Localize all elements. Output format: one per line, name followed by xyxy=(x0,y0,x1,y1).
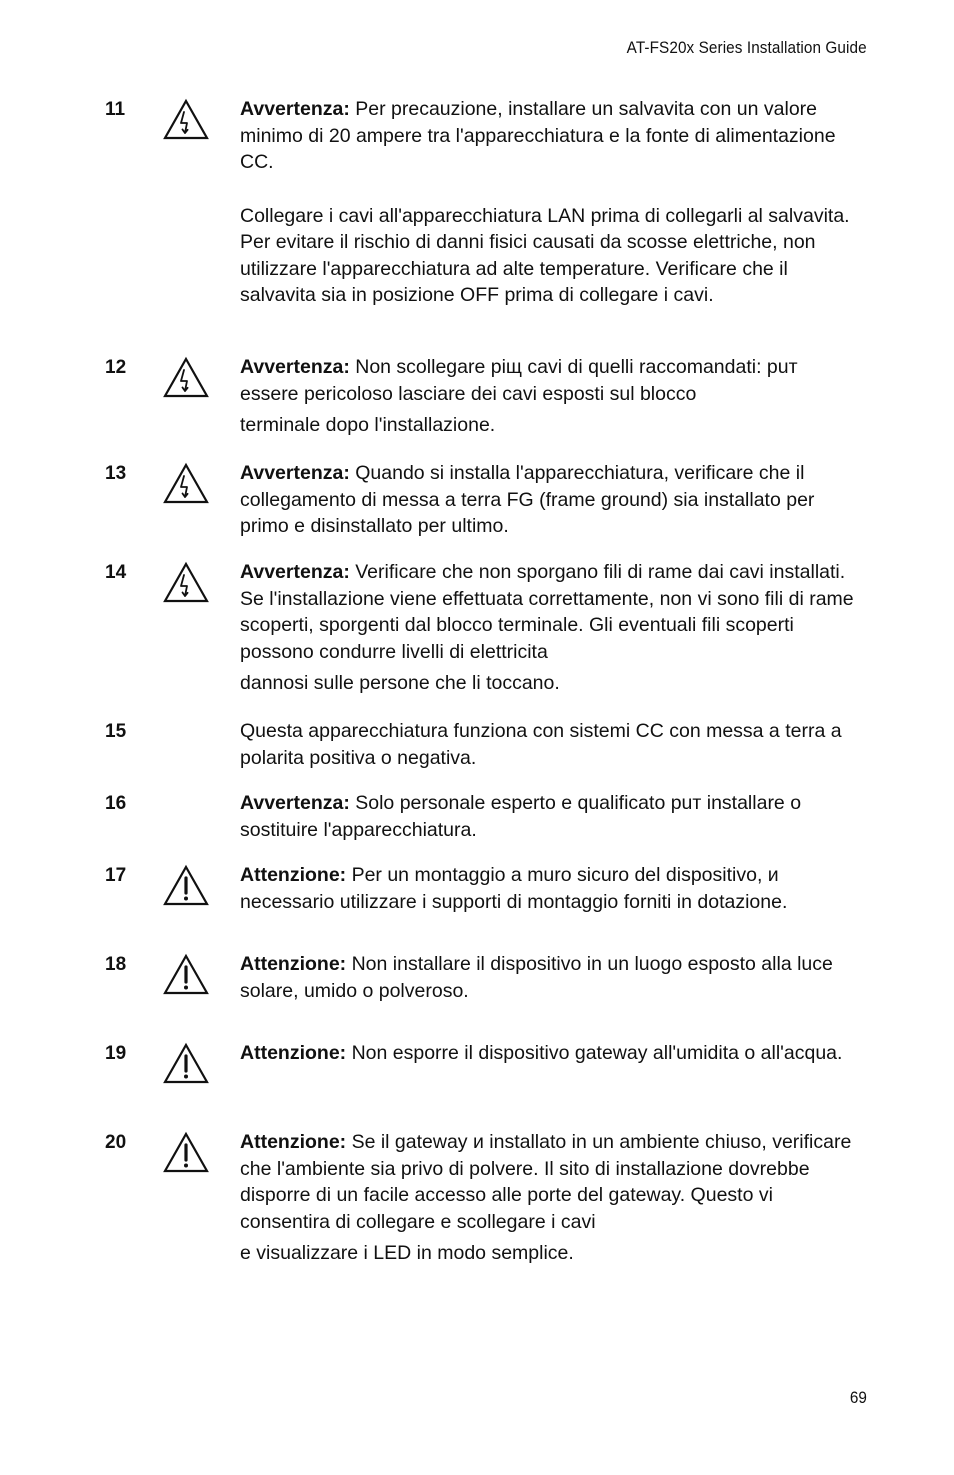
item-number: 12 xyxy=(105,357,127,378)
item-text xyxy=(240,862,855,915)
paragraph-text: Quando si installa l'apparecchiatura, verificare che il collegamento di messa a terra FG (frame ground) sia installato per primo e disinstallato per ultimo. xyxy=(240,462,815,537)
item-text xyxy=(240,718,855,771)
paragraph-text: Non scollegare piщ cavi di quelli raccomandati: puт essere pericoloso lasciare dei cavi esposti sul blocco xyxy=(240,356,798,405)
item-text xyxy=(240,790,855,843)
item-paragraph xyxy=(240,1040,855,1067)
warning-label: Avvertenza: xyxy=(240,462,350,484)
item-paragraph xyxy=(240,951,855,1004)
item-number: 17 xyxy=(105,865,127,886)
paragraph-last-line: e visualizzare i LED in modo semplice. xyxy=(240,1242,574,1264)
item-number: 18 xyxy=(105,954,127,975)
paragraph-text: Per precauzione, installare un salvavita con un valore minimo di 20 ampere tra l'apparecchiatura e la fonte di alimentazione CC. xyxy=(240,98,836,173)
item-paragraph xyxy=(240,96,855,176)
paragraph-text: Questa apparecchiatura funziona con sistemi CC con messa a terra a polarita positiva o negativa. xyxy=(240,720,842,769)
running-header: AT-FS20x Series Installation Guide xyxy=(626,38,867,57)
item-paragraph xyxy=(240,718,855,771)
item-number: 13 xyxy=(105,463,127,484)
paragraph-text: Se il gateway и installato in un ambiente chiuso, verificare che l'ambiente sia privo di polvere. Il sito di installazione dovrebbe disporre di un facile accesso alle porte del gateway. Questo vi consentira di collegare e scollegare i cavi xyxy=(240,1131,852,1233)
item-text xyxy=(240,1040,855,1067)
paragraph-text: Non esporre il dispositivo gateway all'umidita o all'acqua. xyxy=(346,1042,843,1064)
item-number: 19 xyxy=(105,1043,127,1064)
electrical-hazard-icon xyxy=(163,462,209,506)
item-number: 20 xyxy=(105,1132,127,1153)
item-number: 14 xyxy=(105,562,127,583)
paragraph-text: Non installare il dispositivo in un luogo esposto alla luce solare, umido o polveroso. xyxy=(240,953,833,1002)
item-paragraph xyxy=(240,1129,855,1267)
item-paragraph xyxy=(240,203,855,309)
item-number: 16 xyxy=(105,793,127,814)
item-text xyxy=(240,559,855,697)
paragraph-text: Solo personale esperto e qualificato puт installare o sostituire l'apparecchiatura. xyxy=(240,792,802,841)
caution-icon xyxy=(163,1131,209,1175)
warning-label: Attenzione: xyxy=(240,1131,347,1153)
warning-label: Avvertenza: xyxy=(240,356,350,378)
electrical-hazard-icon xyxy=(163,356,209,400)
item-paragraph xyxy=(240,354,855,439)
item-text xyxy=(240,951,855,1004)
item-text xyxy=(240,460,855,540)
caution-icon xyxy=(163,1042,209,1086)
warning-label: Avvertenza: xyxy=(240,561,350,583)
item-paragraph xyxy=(240,790,855,843)
paragraph-text: Verificare che non sporgano fili di rame dai cavi installati. Se l'installazione viene effettuata correttamente, non vi sono fili di rame scoperti, sporgenti dal blocco terminale. Gli eventuali fili scoperti possono condurre livelli di elettricita xyxy=(240,561,854,663)
item-text xyxy=(240,1129,855,1267)
item-text xyxy=(240,354,855,439)
electrical-hazard-icon xyxy=(163,98,209,142)
warning-label: Attenzione: xyxy=(240,1042,347,1064)
electrical-hazard-icon xyxy=(163,561,209,605)
item-number: 11 xyxy=(105,99,126,120)
item-paragraph xyxy=(240,862,855,915)
item-paragraph xyxy=(240,559,855,697)
warning-label: Avvertenza: xyxy=(240,98,350,120)
paragraph-text: Collegare i cavi all'apparecchiatura LAN prima di collegarli al salvavita. Per evitare il rischio di danni fisici causati da scosse elettriche, non utilizzare l'apparecchiatura ad alte temperature. Verificare che il salvavita sia in posizione OFF prima di collegare i cavi. xyxy=(240,204,850,306)
item-number: 15 xyxy=(105,721,127,742)
warning-label: Attenzione: xyxy=(240,953,347,975)
paragraph-text: Per un montaggio a muro sicuro del dispositivo, и necessario utilizzare i supporti di montaggio forniti in dotazione. xyxy=(240,864,788,913)
caution-icon xyxy=(163,953,209,997)
page-number: 69 xyxy=(849,1388,867,1407)
item-text xyxy=(240,96,855,309)
paragraph-last-line: dannosi sulle persone che li toccano. xyxy=(240,672,560,694)
item-paragraph xyxy=(240,460,855,540)
paragraph-last-line: terminale dopo l'installazione. xyxy=(240,414,496,436)
warning-label: Avvertenza: xyxy=(240,792,350,814)
caution-icon xyxy=(163,864,209,908)
warning-label: Attenzione: xyxy=(240,864,347,886)
